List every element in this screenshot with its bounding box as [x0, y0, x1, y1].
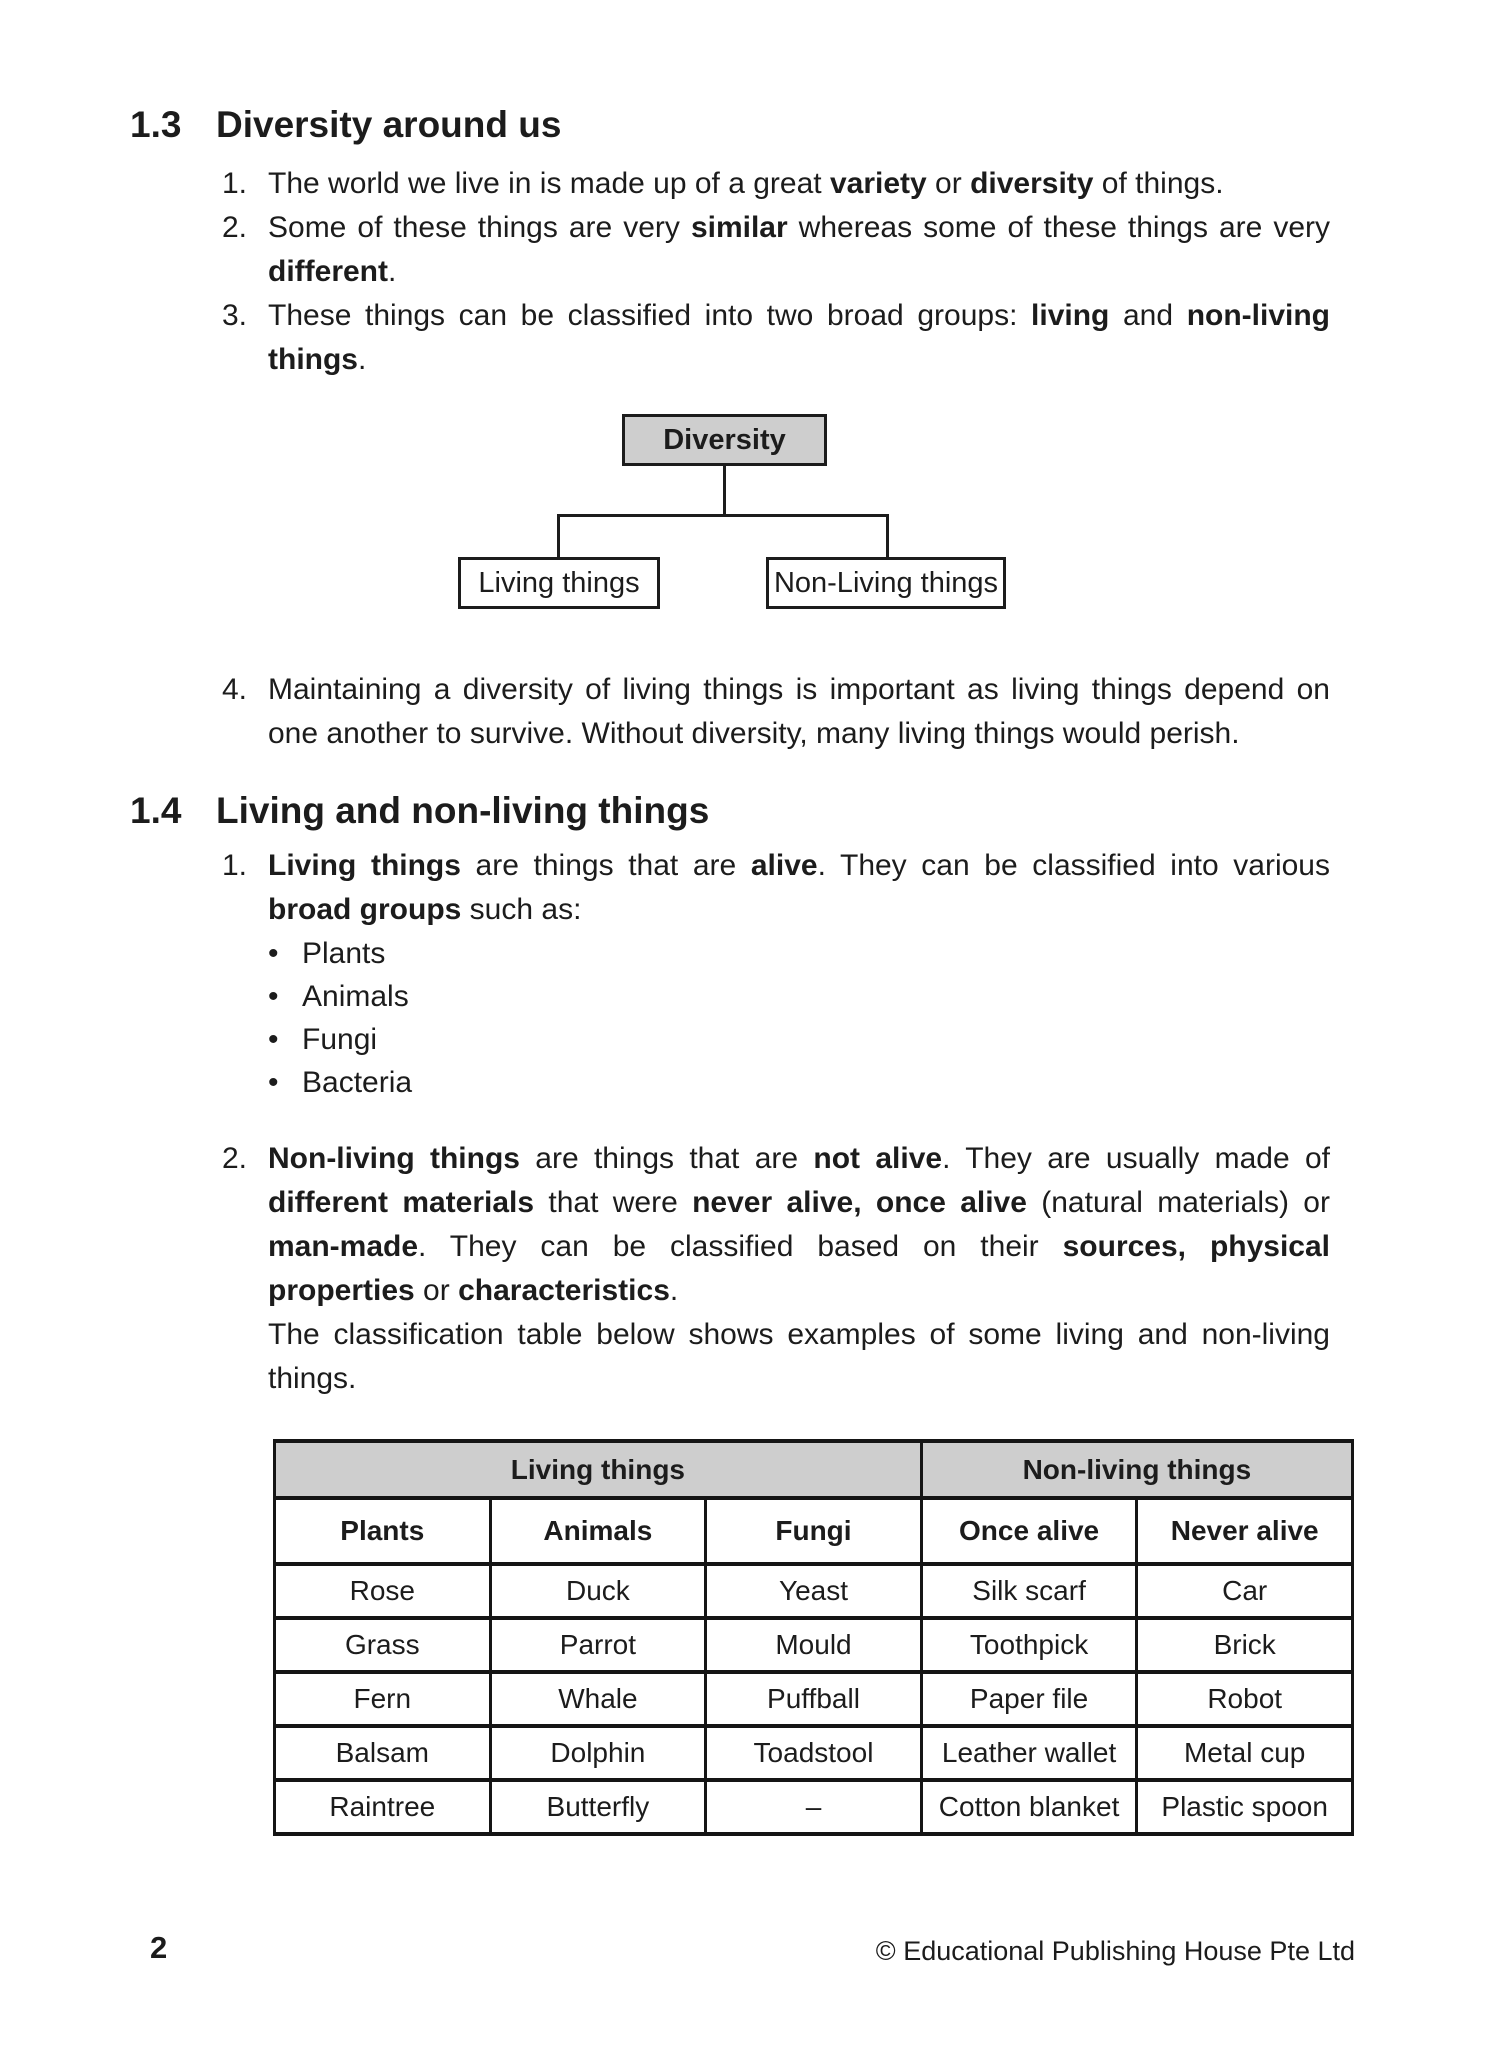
list-item-text: [268, 162, 1330, 206]
text-segment: sources, physical properties: [268, 1230, 1331, 1307]
list-item-number: 2.: [222, 1142, 248, 1175]
text-segment: broad groups: [268, 893, 462, 926]
text-segment: . They can be classified based on their: [418, 1230, 1063, 1263]
list-item-text: [268, 1137, 1330, 1401]
table-cell: Brick: [1137, 1618, 1353, 1672]
table-cell: Toadstool: [706, 1726, 922, 1780]
non-living-things-box: Non-Living things: [766, 557, 1006, 609]
text-segment: are things that are: [460, 849, 751, 882]
table-intro-paragraph: [268, 1318, 1330, 1395]
text-segment: Some of these things are very: [268, 211, 691, 244]
section-title: Living and non-living things: [216, 790, 710, 831]
bullet-icon: •: [268, 980, 279, 1013]
text-segment: .: [388, 255, 397, 288]
diversity-diagram: [268, 414, 1330, 610]
text-segment: These things can be classified into two broad groups:: [268, 299, 1032, 332]
bullet-icon: •: [268, 937, 279, 970]
item-2-paragraph: [268, 1142, 1330, 1307]
page-content: [130, 104, 1331, 1836]
group-header-living-things: Living things: [275, 1441, 922, 1498]
table-cell: Balsam: [275, 1726, 491, 1780]
broad-groups-bullet-list: [268, 932, 1330, 1104]
table-cell: Leather wallet: [921, 1726, 1137, 1780]
text-segment: .: [669, 1274, 679, 1307]
table-cell: Silk scarf: [921, 1564, 1137, 1618]
bullet-item: [268, 1018, 1330, 1061]
text-segment: The world we live in is made up of a great: [268, 167, 830, 200]
classification-table: [273, 1439, 1354, 1836]
column-header-plants: Plants: [275, 1498, 491, 1564]
text-segment: diversity: [970, 167, 1094, 200]
table-cell: Plastic spoon: [1137, 1780, 1353, 1834]
bullet-icon: •: [268, 1066, 279, 1099]
table-cell: Dolphin: [490, 1726, 706, 1780]
bullet-item: [268, 1061, 1330, 1104]
table-cell: Duck: [490, 1564, 706, 1618]
column-header-once-alive: Once alive: [921, 1498, 1137, 1564]
text-segment: Living things: [268, 849, 461, 882]
list-item-number: 4.: [222, 673, 248, 706]
living-things-box: Living things: [458, 557, 660, 609]
table-row: [275, 1672, 1353, 1726]
copyright-text: © Educational Publishing House Pte Ltd: [875, 1936, 1355, 1966]
text-segment: The classification table below shows examples of some living and non-living things.: [268, 1318, 1330, 1395]
list-item: [222, 668, 1330, 756]
column-header-animals: Animals: [490, 1498, 706, 1564]
section-1-4-item-1: [222, 844, 1330, 932]
connector-line: [557, 514, 560, 557]
connector-line: [557, 514, 889, 517]
text-segment: or: [926, 167, 971, 200]
list-item-text: [268, 668, 1330, 756]
bullet-item: [268, 932, 1330, 975]
list-item: [222, 1137, 1331, 1401]
table-row: [275, 1780, 1353, 1834]
table-cell: Yeast: [706, 1564, 922, 1618]
text-segment: different: [268, 255, 388, 288]
table-cell: Fern: [275, 1672, 491, 1726]
table-cell: Robot: [1137, 1672, 1353, 1726]
group-header-non-living-things: Non-living things: [921, 1441, 1352, 1498]
text-segment: Non-living things: [268, 1142, 520, 1175]
section-1-3-heading: [130, 104, 1330, 146]
text-segment: . They are usually made of: [942, 1142, 1331, 1175]
table-cell: Mould: [706, 1618, 922, 1672]
list-item-text: [268, 206, 1330, 294]
list-item-number: 1.: [222, 849, 248, 882]
table-cell: Paper file: [921, 1672, 1137, 1726]
list-item: [222, 294, 1330, 382]
table-row: [275, 1726, 1353, 1780]
table-column-header-row: [275, 1498, 1353, 1564]
table-cell: Cotton blanket: [921, 1780, 1137, 1834]
list-item: [222, 844, 1330, 932]
text-segment: never alive, once alive: [692, 1186, 1027, 1219]
text-segment: living: [1031, 299, 1110, 332]
table-cell: Parrot: [490, 1618, 706, 1672]
table-group-header-row: [275, 1441, 1353, 1498]
table-cell: Rose: [275, 1564, 491, 1618]
table-cell: Car: [1137, 1564, 1353, 1618]
text-segment: such as:: [461, 893, 582, 926]
bullet-icon: •: [268, 1023, 279, 1056]
text-segment: . They can be classified into various: [817, 849, 1330, 882]
text-segment: Maintaining a diversity of living things is important as living things depend on one another to survive. Without diversity, many living things would perish.: [268, 673, 1330, 750]
section-number: 1.4: [130, 790, 182, 831]
table-cell: Butterfly: [490, 1780, 706, 1834]
connector-line: [886, 514, 889, 557]
table-cell: Puffball: [706, 1672, 922, 1726]
column-header-never-alive: Never alive: [1137, 1498, 1353, 1564]
table-row: [275, 1618, 1353, 1672]
section-1-3-list: [222, 162, 1331, 382]
text-segment: man-made: [268, 1230, 419, 1263]
section-title: Diversity around us: [216, 104, 562, 145]
page-number: 2: [150, 1930, 168, 1965]
text-segment: .: [358, 343, 367, 376]
text-segment: similar: [690, 211, 788, 244]
bullet-label: Fungi: [302, 1023, 378, 1056]
section-1-4-heading: [130, 790, 1330, 832]
text-segment: characteristics: [458, 1274, 670, 1307]
text-segment: different materials: [268, 1186, 535, 1219]
bullet-label: Plants: [302, 937, 386, 970]
bullet-label: Animals: [302, 980, 409, 1013]
table-cell: Raintree: [275, 1780, 491, 1834]
section-number: 1.3: [130, 104, 182, 145]
text-segment: are things that are: [519, 1142, 814, 1175]
section-1-3-item-4: [222, 668, 1330, 756]
list-item: [222, 206, 1331, 294]
connector-line: [723, 466, 726, 514]
list-item-number: 1.: [222, 167, 248, 200]
table-cell: Grass: [275, 1618, 491, 1672]
bullet-item: [268, 975, 1330, 1018]
text-segment: that were: [534, 1186, 693, 1219]
list-item-text: [268, 294, 1330, 382]
list-item-number: 3.: [222, 299, 248, 332]
column-header-fungi: Fungi: [706, 1498, 922, 1564]
section-1-4-item-2: [222, 1137, 1331, 1401]
text-segment: alive: [750, 849, 818, 882]
table-cell: Toothpick: [921, 1618, 1137, 1672]
list-item-text: [268, 844, 1330, 932]
table-cell: Whale: [490, 1672, 706, 1726]
text-segment: non-living things: [268, 299, 1330, 376]
list-item-number: 2.: [222, 211, 248, 244]
text-segment: whereas some of these things are very: [787, 211, 1331, 244]
text-segment: variety: [829, 167, 927, 200]
bullet-label: Bacteria: [302, 1066, 413, 1099]
table-cell: Metal cup: [1137, 1726, 1353, 1780]
table-row: [275, 1564, 1353, 1618]
table-cell: –: [706, 1780, 922, 1834]
text-segment: not alive: [813, 1142, 943, 1175]
diagram-root-box: Diversity: [622, 414, 827, 466]
list-item: [222, 162, 1330, 206]
text-segment: and: [1109, 299, 1187, 332]
text-segment: of things.: [1093, 167, 1224, 200]
text-segment: (natural materials) or: [1026, 1186, 1330, 1219]
text-segment: or: [414, 1274, 459, 1307]
